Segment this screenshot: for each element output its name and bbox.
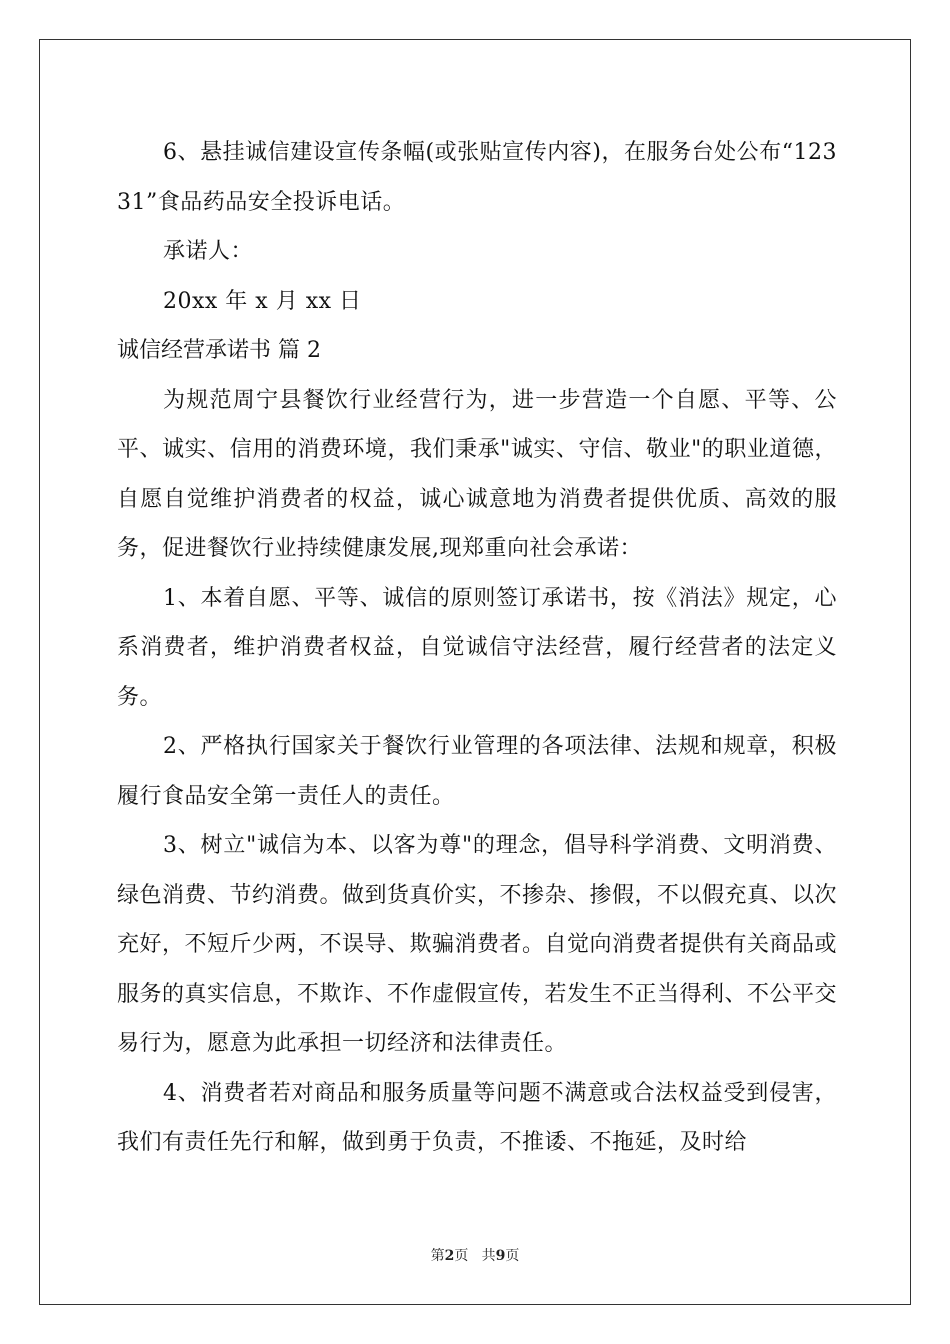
footer-total-suffix: 页	[505, 1248, 520, 1264]
footer-page-suffix: 页	[454, 1248, 469, 1264]
paragraph-item-4: 4、消费者若对商品和服务质量等问题不满意或合法权益受到侵害，我们有责任先行和解，做到勇于负责，不推诿、不拖延，及时给	[117, 1080, 837, 1155]
paragraph-item-1: 1、本着自愿、平等、诚信的原则签订承诺书，按《消法》规定，心系消费者，维护消费者权益，自觉诚信守法经营，履行经营者的法定义务。	[117, 585, 837, 710]
footer-page-number: 2	[444, 1248, 455, 1264]
section-heading: 诚信经营承诺书 篇 2	[117, 338, 321, 363]
footer-prefix: 第	[430, 1248, 445, 1264]
document-body	[117, 128, 837, 1168]
signatory-label: 承诺人：	[163, 239, 254, 264]
page-footer	[0, 1245, 950, 1265]
paragraph-item-2: 2、严格执行国家关于餐饮行业管理的各项法律、法规和规章，积极履行食品安全第一责任人的责任。	[117, 734, 837, 809]
date-line: 20xx 年 x 月 xx 日	[163, 288, 362, 314]
footer-total-pages: 9	[495, 1248, 506, 1264]
footer-total-prefix: 共	[481, 1248, 496, 1264]
paragraph-item-3: 3、树立"诚信为本、以客为尊"的理念，倡导科学消费、文明消费、绿色消费、节约消费。做到货真价实，不掺杂、掺假，不以假充真、以次充好，不短斤少两，不误导、欺骗消费者。自觉向消费者提供有关商品或服务的真实信息，不欺诈、不作虚假宣传，若发生不正当得利、不公平交易行为，愿意为此承担一切经济和法律责任。	[117, 833, 838, 1056]
paragraph-item-6: 6、悬挂诚信建设宣传条幅(或张贴宣传内容)，在服务台处公布“12331”食品药品安全投诉电话。	[117, 140, 837, 215]
intro-paragraph: 为规范周宁县餐饮行业经营行为，进一步营造一个自愿、平等、公平、诚实、信用的消费环境，我们秉承"诚实、守信、敬业"的职业道德，自愿自觉维护消费者的权益，诚心诚意地为消费者提供优质、高效的服务，促进餐饮行业持续健康发展,现郑重向社会承诺：	[117, 387, 837, 561]
